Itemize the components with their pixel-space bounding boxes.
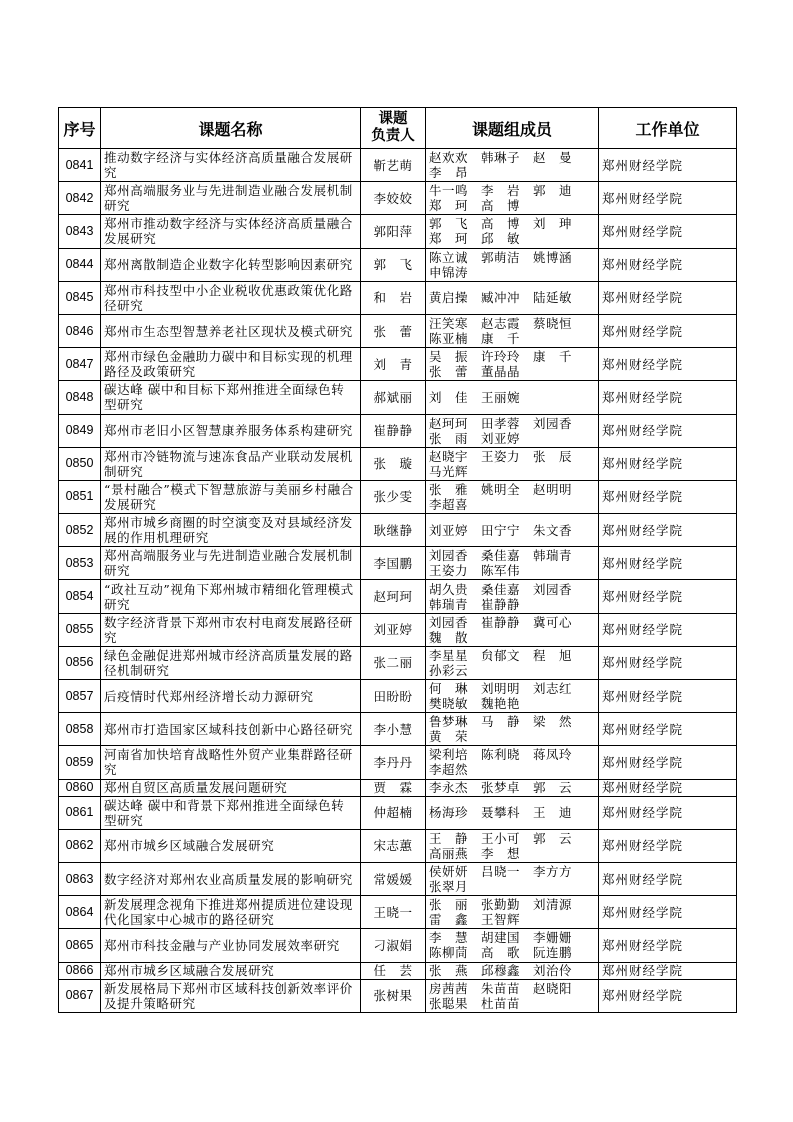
row-id: 0865 (59, 929, 101, 962)
row-unit: 郑州财经学院 (599, 248, 737, 281)
table-row (59, 281, 737, 314)
table-row (59, 314, 737, 347)
row-leader: 刁淑娟 (361, 929, 426, 962)
row-leader: 田盼盼 (361, 680, 426, 713)
row-title: 郑州市推动数字经济与实体经济高质量融合发展研究 (101, 215, 361, 248)
row-title: 郑州市绿色金融助力碳中和目标实现的机理路径及政策研究 (101, 348, 361, 381)
row-leader: 刘 青 (361, 348, 426, 381)
table-row (59, 215, 737, 248)
table-row (59, 713, 737, 746)
row-id: 0855 (59, 613, 101, 646)
row-leader: 贾 霖 (361, 779, 426, 796)
row-members: 张 丽 张勤勤 刘清源 雷 鑫 王智辉 (426, 896, 599, 929)
row-leader: 和 岩 (361, 281, 426, 314)
row-id: 0853 (59, 547, 101, 580)
row-leader: 王晓一 (361, 896, 426, 929)
row-members: 赵晓宇 王姿力 张 辰 马光辉 (426, 447, 599, 480)
table-row (59, 381, 737, 414)
row-unit: 郑州财经学院 (599, 414, 737, 447)
table-row (59, 547, 737, 580)
row-id: 0859 (59, 746, 101, 779)
row-unit: 郑州财经学院 (599, 829, 737, 862)
row-id: 0861 (59, 796, 101, 829)
table-row (59, 182, 737, 215)
row-members: 陈立诚 郭萌洁 姚博涵 申锦涛 (426, 248, 599, 281)
row-members: 杨海珍 聂攀科 王 迪 (426, 796, 599, 829)
table-row (59, 829, 737, 862)
row-id: 0866 (59, 962, 101, 979)
row-members: 吴 振 许玲玲 康 千 张 蕾 董晶晶 (426, 348, 599, 381)
header-leader (361, 108, 426, 149)
row-leader: 张 蕾 (361, 314, 426, 347)
row-id: 0847 (59, 348, 101, 381)
table-row (59, 796, 737, 829)
row-id: 0860 (59, 779, 101, 796)
row-unit: 郑州财经学院 (599, 896, 737, 929)
row-id: 0842 (59, 182, 101, 215)
row-id: 0867 (59, 979, 101, 1012)
header-row (59, 108, 737, 149)
row-unit: 郑州财经学院 (599, 929, 737, 962)
row-title: 郑州市冷链物流与速冻食品产业联动发展机制研究 (101, 447, 361, 480)
row-id: 0846 (59, 314, 101, 347)
header-members: 课题组成员 (426, 108, 599, 149)
row-id: 0854 (59, 580, 101, 613)
row-leader: 常媛媛 (361, 862, 426, 895)
row-leader: 耿继静 (361, 514, 426, 547)
row-unit: 郑州财经学院 (599, 149, 737, 182)
row-id: 0841 (59, 149, 101, 182)
row-leader: 张树果 (361, 979, 426, 1012)
table-row (59, 480, 737, 513)
row-unit: 郑州财经学院 (599, 962, 737, 979)
row-id: 0862 (59, 829, 101, 862)
row-leader: 李小慧 (361, 713, 426, 746)
row-title: 碳达峰 碳中和背景下郑州推进全面绿色转型研究 (101, 796, 361, 829)
table-row (59, 580, 737, 613)
row-unit: 郑州财经学院 (599, 680, 737, 713)
header-unit: 工作单位 (599, 108, 737, 149)
row-leader: 郭 飞 (361, 248, 426, 281)
row-leader: 张 璇 (361, 447, 426, 480)
row-unit: 郑州财经学院 (599, 746, 737, 779)
row-members: 侯妍妍 吕晓一 李方方 张翠月 (426, 862, 599, 895)
row-unit: 郑州财经学院 (599, 381, 737, 414)
row-members: 黄启操 臧冲冲 陆延敏 (426, 281, 599, 314)
row-members: 刘园香 崔静静 冀可心 魏 散 (426, 613, 599, 646)
row-id: 0843 (59, 215, 101, 248)
row-title: 郑州自贸区高质量发展问题研究 (101, 779, 361, 796)
row-unit: 郑州财经学院 (599, 215, 737, 248)
row-leader: 郭阳萍 (361, 215, 426, 248)
row-title: 郑州市城乡区域融合发展研究 (101, 962, 361, 979)
row-title: 绿色金融促进郑州城市经济高质量发展的路径机制研究 (101, 646, 361, 679)
header-seq: 序号 (59, 108, 101, 149)
project-table (58, 107, 737, 1013)
row-title: 郑州市城乡区域融合发展研究 (101, 829, 361, 862)
row-unit: 郑州财经学院 (599, 646, 737, 679)
row-title: “政社互动”视角下郑州城市精细化管理模式研究 (101, 580, 361, 613)
row-unit: 郑州财经学院 (599, 447, 737, 480)
row-title: 郑州高端服务业与先进制造业融合发展机制研究 (101, 547, 361, 580)
row-id: 0851 (59, 480, 101, 513)
row-unit: 郑州财经学院 (599, 182, 737, 215)
row-unit: 郑州财经学院 (599, 281, 737, 314)
row-members: 汪笑寒 赵志霞 蔡晓恒 陈亚楠 康 千 (426, 314, 599, 347)
row-id: 0856 (59, 646, 101, 679)
row-title: 数字经济背景下郑州市农村电商发展路径研究 (101, 613, 361, 646)
row-id: 0850 (59, 447, 101, 480)
table-row (59, 514, 737, 547)
row-title: 碳达峰 碳中和目标下郑州推进全面绿色转型研究 (101, 381, 361, 414)
table-row (59, 646, 737, 679)
row-members: 刘 佳 王丽婉 (426, 381, 599, 414)
table-row (59, 779, 737, 796)
row-id: 0848 (59, 381, 101, 414)
header-title: 课题名称 (101, 108, 361, 149)
table-row (59, 929, 737, 962)
row-members: 鲁梦琳 马 静 梁 然 黄 荣 (426, 713, 599, 746)
row-members: 胡久贵 桑佳嘉 刘园香 韩瑞青 崔静静 (426, 580, 599, 613)
table-row (59, 680, 737, 713)
row-leader: 靳艺萌 (361, 149, 426, 182)
row-members: 李星星 贠郁文 程 旭 孙彩云 (426, 646, 599, 679)
row-leader: 赵珂珂 (361, 580, 426, 613)
row-leader: 刘亚婷 (361, 613, 426, 646)
row-leader: 仲超楠 (361, 796, 426, 829)
row-title: 郑州市生态型智慧养老社区现状及模式研究 (101, 314, 361, 347)
row-leader: 李丹丹 (361, 746, 426, 779)
row-members: 李永杰 张梦卓 郭 云 (426, 779, 599, 796)
row-title: 郑州市城乡商圈的时空演变及对县域经济发展的作用机理研究 (101, 514, 361, 547)
row-unit: 郑州财经学院 (599, 862, 737, 895)
row-title: 后疫情时代郑州经济增长动力源研究 (101, 680, 361, 713)
table-row (59, 613, 737, 646)
table-row (59, 149, 737, 182)
row-title: “景村融合”模式下智慧旅游与美丽乡村融合发展研究 (101, 480, 361, 513)
row-members: 刘亚婷 田宁宁 朱文香 (426, 514, 599, 547)
row-title: 郑州市科技型中小企业税收优惠政策优化路径研究 (101, 281, 361, 314)
row-members: 郭 飞 高 博 刘 珅 郑 珂 邱 敏 (426, 215, 599, 248)
row-members: 李 慧 胡建国 李姗姗 陈柳茼 高 歌 阮连鹏 (426, 929, 599, 962)
row-title: 郑州市打造国家区域科技创新中心路径研究 (101, 713, 361, 746)
row-unit: 郑州财经学院 (599, 796, 737, 829)
row-id: 0845 (59, 281, 101, 314)
row-unit: 郑州财经学院 (599, 779, 737, 796)
row-title: 郑州高端服务业与先进制造业融合发展机制研究 (101, 182, 361, 215)
row-leader: 宋志蕙 (361, 829, 426, 862)
header-leader-line1: 课题 (378, 111, 408, 127)
table-row (59, 447, 737, 480)
row-title: 郑州市老旧小区智慧康养服务体系构建研究 (101, 414, 361, 447)
row-id: 0857 (59, 680, 101, 713)
row-members: 张 雅 姚明全 赵明明 李超喜 (426, 480, 599, 513)
row-title: 新发展理念视角下推进郑州提质进位建设现代化国家中心城市的路径研究 (101, 896, 361, 929)
row-leader: 郝斌丽 (361, 381, 426, 414)
table-row (59, 414, 737, 447)
row-id: 0852 (59, 514, 101, 547)
row-members: 何 琳 刘明明 刘志红 樊晓敏 魏艳艳 (426, 680, 599, 713)
row-id: 0863 (59, 862, 101, 895)
row-members: 赵珂珂 田孝蓉 刘园香 张 雨 刘亚婷 (426, 414, 599, 447)
row-title: 河南省加快培育战略性外贸产业集群路径研究 (101, 746, 361, 779)
row-leader: 任 芸 (361, 962, 426, 979)
table-row (59, 348, 737, 381)
row-members: 赵欢欢 韩琳子 赵 曼 李 昂 (426, 149, 599, 182)
row-unit: 郑州财经学院 (599, 580, 737, 613)
row-title: 郑州离散制造企业数字化转型影响因素研究 (101, 248, 361, 281)
row-members: 王 静 王小可 郭 云 高丽燕 李 想 (426, 829, 599, 862)
row-unit: 郑州财经学院 (599, 547, 737, 580)
row-unit: 郑州财经学院 (599, 514, 737, 547)
row-leader: 李国鹏 (361, 547, 426, 580)
table-row (59, 979, 737, 1012)
table-row (59, 746, 737, 779)
row-title: 郑州市科技金融与产业协同发展效率研究 (101, 929, 361, 962)
row-title: 推动数字经济与实体经济高质量融合发展研究 (101, 149, 361, 182)
row-members: 张 燕 邱穆鑫 刘治伶 (426, 962, 599, 979)
row-members: 刘园香 桑佳嘉 韩瑞青 王姿力 陈军伟 (426, 547, 599, 580)
row-id: 0858 (59, 713, 101, 746)
row-unit: 郑州财经学院 (599, 979, 737, 1012)
row-leader: 崔静静 (361, 414, 426, 447)
row-id: 0844 (59, 248, 101, 281)
row-unit: 郑州财经学院 (599, 314, 737, 347)
row-leader: 张少雯 (361, 480, 426, 513)
row-members: 房茜茜 朱苗苗 赵晓阳 张聪果 杜苗苗 (426, 979, 599, 1012)
table-row (59, 896, 737, 929)
table-row (59, 962, 737, 979)
header-leader-line2: 负责人 (371, 128, 415, 144)
row-id: 0849 (59, 414, 101, 447)
row-title: 数字经济对郑州农业高质量发展的影响研究 (101, 862, 361, 895)
row-unit: 郑州财经学院 (599, 480, 737, 513)
row-unit: 郑州财经学院 (599, 613, 737, 646)
row-title: 新发展格局下郑州市区域科技创新效率评价及提升策略研究 (101, 979, 361, 1012)
row-members: 梁利培 陈利晓 蒋凤玲 李超然 (426, 746, 599, 779)
row-members: 牛一鸣 李 岩 郭 迪 郑 珂 高 博 (426, 182, 599, 215)
row-unit: 郑州财经学院 (599, 713, 737, 746)
table-row (59, 248, 737, 281)
row-unit: 郑州财经学院 (599, 348, 737, 381)
row-leader: 李姣姣 (361, 182, 426, 215)
table-row (59, 862, 737, 895)
row-id: 0864 (59, 896, 101, 929)
row-leader: 张二丽 (361, 646, 426, 679)
